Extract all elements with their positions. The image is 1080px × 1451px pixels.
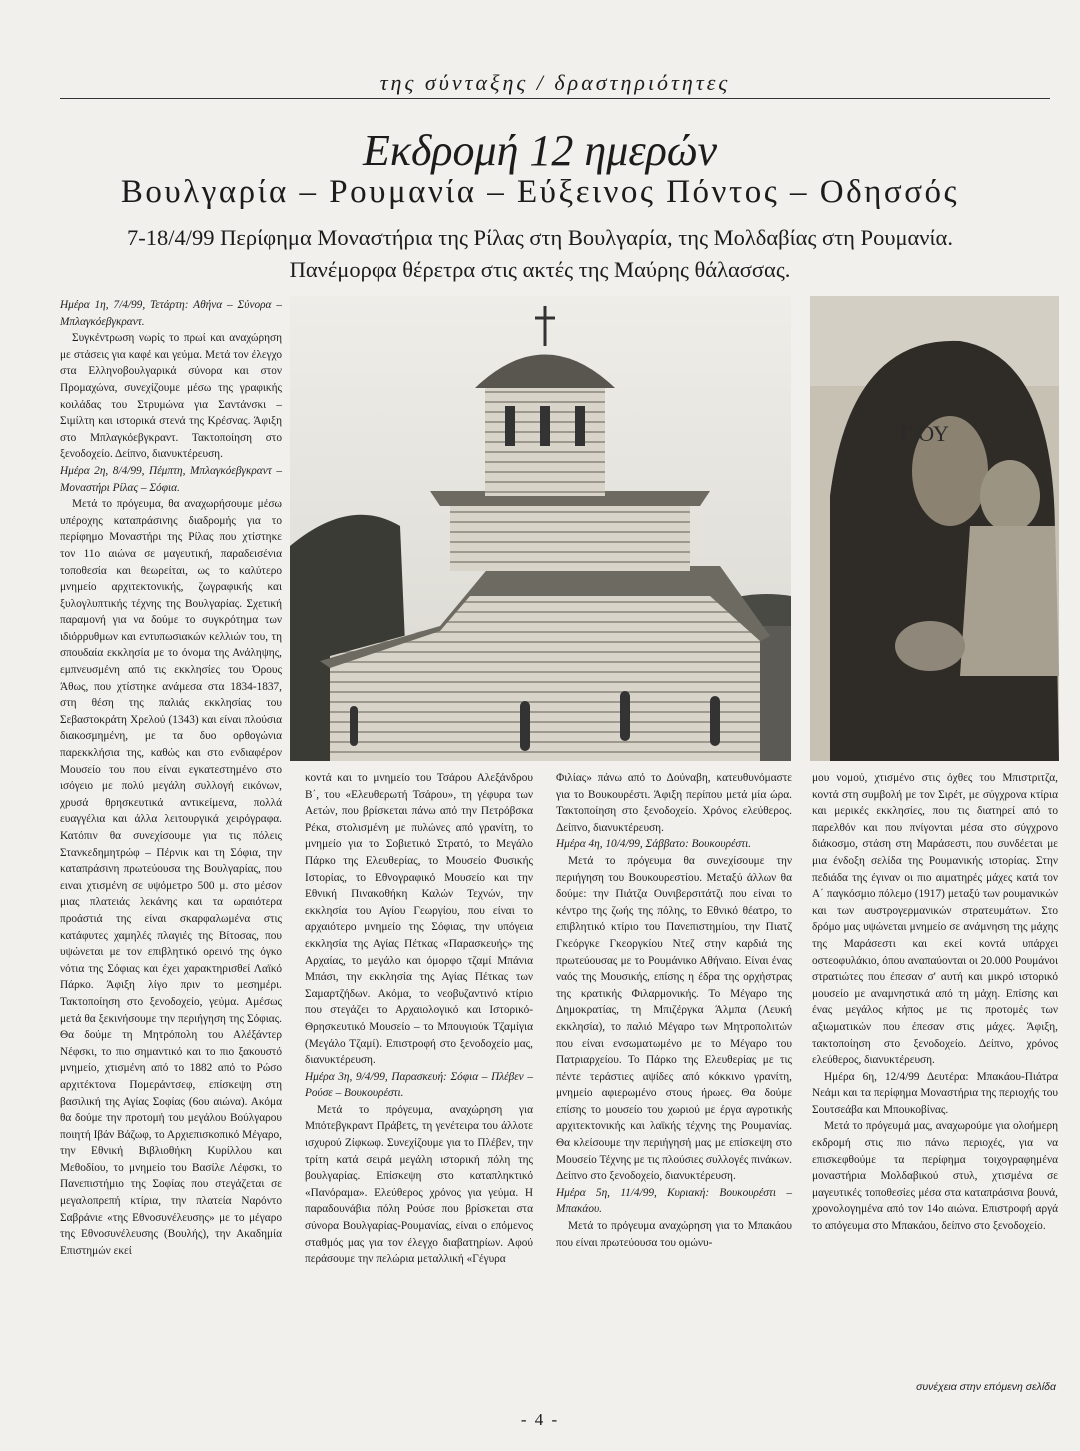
section-header: της σύνταξης / δραστηριότητες — [379, 70, 731, 95]
continued-note: συνέχεια στην επόμενη σελίδα — [916, 1381, 1056, 1393]
text-column-2 — [305, 770, 533, 1268]
text-column-4 — [812, 770, 1058, 1235]
svg-text:Γ ΟΥ: Γ ΟΥ — [900, 421, 949, 446]
paragraph: Μετά το πρόγευμα θα συνεχίσουμε την περιήγηση του Βουκουρεστίου. Μεταξύ άλλων θα δούμε: την Πιάτζα Ουνιβερσιτάτζι που είναι το κέντρο της ζωής της πόλης, το Εθνικό θέατρο, το επιβλητικό κτίριο του Πανεπιστημίου, την Πιατζ Γκεόργκε Γκεοργκίου Ντεζ στην καρδιά της πρωτεύουσας με το Ρουμάνικο Αθήναιο. Είναι ένας ναός της Μουσικής, επίσης η έδρα της ορχήστρας της κρατικής Φιλαρμονικής. Το Μέγαρο της Δημοκρατίας, τη Μπιζέργκα Άλμπα (Λευκή εκκλησία), το παλιό Μέγαρο των Μητροπολιτών που είναι ενσωματωμένο με το Μέγαρο του Πατριαρχείου. Το Πάρκο της Ελευθερίας με τις πέντε τεράστιες αψίδες από κόκκινο γρανίτη, μνημείο αφιερωμένο στους ήρωες. Θα δούμε επίσης το μουσείο του χωριού με έργα αγροτικής αρχιτεκτονικής και λαϊκής τέχνης της Ρουμανίας. Θα κλείσουμε την περιήγησή μας με επίσκεψη στο Μουσείο Τέχνης με τις πλούσιες συλλογές πινάκων. Δείπνο στο ξενοδοχείο, διανυκτέρευση. — [556, 854, 792, 1183]
church-photo — [290, 296, 791, 761]
day-heading: Ημέρα 3η, 9/4/99, Παρασκευή: Σόφια – Πλέβεν – Ρούσε – Βουκουρέστι. — [305, 1070, 533, 1100]
paragraph: μου νομού, χτισμένο στις όχθες του Μπιστριτζα, κοντά στη συμβολή με τον Σιρέτ, με σύγχρονα κτίρια και μερικές εκκλησίες, που τις διατηρεί από το παρελθόν και που πνίγονται μέσα στο σύγχρονο διάκοσμο, στάση στη Μαράσεστι, που συνδέεται με μια ένδοξη σελίδα της Ρουμανικής ιστορίας. Στην πεδιάδα της έγιναν οι πιο αιματηρές μάχες κατά τον Α΄ παγκόσμιο πόλεμο (1917) μεταξύ των ρουμανικών και των αυστρογερμανικών στρατευμάτων. Στο δρόμο μας υψώνεται μνημείο σε ανάμνηση της μάχης της Μαράσεστι και εκεί κοντά υπάρχει οστεοφυλάκιο, όπου αναπαύονται οι 20.000 Ρουμάνοι στρατιώτες που έπεσαν σ' αυτή και μικρό ιστορικό μουσείο με αναμνηστικά από τη μάχη. Επίσης και ένας μεγάλος κήπος με τις προτομές των αξιωματικών που έπεσαν στις μάχες. Άφιξη, τακτοποίηση στο ξενοδοχείο. Δείπνο, χρόνος ελεύθερος, διανυκτέρευση. — [812, 772, 1058, 1067]
day-heading: Ημέρα 6η, 12/4/99 Δευτέρα: Μπακάου-Πιάτρα Νεάμι και τα περίφημα Μοναστήρια της περιοχής του Σουτσεάβα και Μπουκοβίνας. — [812, 1070, 1058, 1116]
paragraph: Μετά το πρόγευμά μας, αναχωρούμε για ολοήμερη εκδρομή στις πιο πάνω περιοχές, για να επισκεφθούμε τα περίφημα τοιχογραφημένα μοναστήρια Μολδαβικού στυλ, χτισμένα σε μαγευτικές τοποθεσίες μέσα στα καταπράσινα βουνά, χρονολογημένα από τον 14ο αιώνα. Επιστροφή αργά το απόγευμα στο Μπακάου, δείπνο στο ξενοδοχείο. — [812, 1120, 1058, 1233]
page-number: - 4 - — [520, 1410, 560, 1429]
icon-illustration — [810, 296, 1059, 761]
paragraph: Φιλίας» πάνω από το Δούναβη, κατευθυνόμαστε για το Βουκουρέστι. Άφιξη περίπου μετά μία ώρα. Τακτοποίηση στο ξενοδοχείο. Χρόνος ελεύθερος. Δείπνο, διανυκτέρευση. — [556, 772, 792, 834]
paragraph: Μετά το πρόγευμα, θα αναχωρήσουμε μέσω υπέροχης καταπράσινης διαδρομής για το περίφημο Μοναστήρι της Ρίλας που χτίστηκε τον 11ο αιώνα σε μαγευτική, παραδεισένια τοποθεσία και θεωρείται, ως το καλύτερο μνημείο αρχιτεκτονικής, ζωγραφικής και ξυλογλυπτικής τέχνης της Βουλγαρίας. Σχετική παραμονή για να δούμε το συγκρότημα των ιδιόρρυθμων και εντυπωσιακών κελλιών του, τη σπουδαία εκκλησία με το όνομα της Ανάληψης, εμπνευσμένη από τις εκκλησίες του Όρους Άθως, που χτίστηκε ανάμεσα στα 1834-1837, στη θέση της παλιάς εκκλησίας του Σεβαστοκράτη Χρελού (1343) και είναι πλούσια διακοσμημένη, με τα δυο ορθογώνια παρεκκλήσια της, καθώς και στο ενδιαφέρον Μουσείο του που είναι εγκατεστημένο στο ισόγειο με πολύ μεγάλη συλλογή εικόνων, χρυσά θρησκευτικά αντικείμενα, πολλά ευαγγέλια και άλλα λειτουργικά χειρόγραφα. Κατόπιν θα συνεχίσουμε για τις πόλεις Στανκεδημητρώφ – Πέρνικ και τη Σόφια, την καταπράσινη πρωτεύουσα της Βουλγαρίας, που ειναι χτισμένη σε υψόμετρο 500 μ. στο μέσον μιας πλατειάς λεκάνης και τα ωραιότερα προάστιά της είναι σκαρφαλωμένα στις κατάφυτες χαμηλές πλαγιές της Βίτοσας, που υψώνεται με τον επιβλητικό ορεινό της όγκο νότια της Σόφιας και έχει χαρακτηρισθεί Λαϊκό Πάρκο. Άφιξη λίγο πριν το μεσημέρι. Τακτοποίηση στο ξενοδοχείο, γεύμα. Αμέσως μετά θα ξεκινήσουμε την περιήγηση της Σόφιας. Θα δούμε τη Μητρόπολη του Αλέξάντερ Νέφσκι, το πιο σημαντικό και το πιο ξακουστό μνημείο, χτισμένη από το 1882 από το Ρώσο αρχιτέκτονα Πομεράντσεφ, επίσκεψη στη βασιλική της Αγίας Σοφίας (6ου αιώνα). Ακόμα θα δούμε την προτομή του μεγάλου Βούλγαρου ποιητή Ιβάν Βάζωφ, το Αρχιεπισκοπικό Μέγαρο, την Εθνική Βιβλιοθήκη Κυρίλλου και Μεθοδίου, το μνημείο του Βασίλε Λέφσκι, το Πανεπιστήμιο της Σοφίας που στεγάζεται σε μεγαλοπρεπή κτίρια, την πλατεία Ναρόντο Σαβράνιε «της Εθνοσυνέλευσης» με το μέγαρο της Εθνοσυνέλευσης (Βουλής), την Ακαδημία Επιστημών εκεί — [60, 498, 282, 1257]
article-subtitle: Βουλγαρία – Ρουμανία – Εύξεινος Πόντος – Οδησσός — [120, 174, 960, 210]
icon-painting — [810, 296, 1059, 761]
church-illustration — [290, 296, 791, 761]
day-heading: Ημέρα 1η, 7/4/99, Τετάρτη: Αθήνα – Σύνορα – Μπλαγκόεβγκραντ. — [60, 299, 282, 328]
intro-line-2: Πανέμορφα θέρετρα στις ακτές της Μαύρης θάλασσας. — [289, 257, 791, 282]
paragraph: Μετά το πρόγευμα αναχώρηση για το Μπακάου που είναι πρωτεύουσα του ομώνυ- — [556, 1220, 792, 1249]
article-title: Εκδρομή 12 ημερών — [362, 126, 718, 175]
day-heading: Ημέρα 4η, 10/4/99, Σάββατο: Βουκουρέστι. — [556, 838, 752, 851]
header-rule — [60, 98, 1050, 99]
text-column-1 — [60, 297, 282, 1259]
intro-line-1: 7-18/4/99 Περίφημα Μοναστήρια της Ρίλας στη Βουλγαρία, της Μολδαβίας στη Ρουμανία. — [127, 225, 953, 250]
day-heading: Ημέρα 5η, 11/4/99, Κυριακή: Βουκουρέστι – Μπακάου. — [556, 1186, 792, 1216]
paragraph: κοντά και το μνημείο του Τσάρου Αλεξάνδρου Β΄, του «Ελευθερωτή Τσάρου», τη γέφυρα των Αετών, που βρίσκεται πάνω από την Πετρόβσκα Ρέκα, στολισμένη με πυλώνες από γρανίτη, το μνημείο για το Σοβιετικό Στρατό, το Μεγάλο Πάρκο της Ελευθερίας, το Μουσείο Φυσικής Ιστορίας, το Εθνογραφικό Μουσείο και την Εθνική Πινακοθήκη Καλών Τεχνών, την εκκλησία του Αγίου Γεωργίου, που είναι το αρχαιότερο μνημείο της Σόφιας, την υπόγεια εκκλησία της Αγίας Πέτκας «Παρασκευής» της Αρχαίας, το μεγάλο και όμορφο τζαμί Μπάνια Μπάσι, την εκκλησία της Αγίας Πέτκας των Σαμαρτζήδων. Ακόμα, το νεοβυζαντινό κτίριο που στεγάζει το Αρχαιολογικό και Ιστορικό-Θρησκευτικό Μουσείο – το Μπουγιούκ Τζαμίγια (Μεγάλο Τζαμί). Επιστροφή στο ξενοδοχείο μας, διανυκτέρευση. — [305, 772, 533, 1067]
day-heading: Ημέρα 2η, 8/4/99, Πέμπτη, Μπλαγκόεβγκραντ – Μοναστήρι Ρίλας – Σόφια. — [60, 464, 282, 494]
paragraph: Μετά το πρόγευμα, αναχώρηση για Μπότεβγκραντ Πράβετς, τη γενέτειρα του άλλοτε ισχυρού Ζίφκωφ. Συνεχίζουμε για το Πλέβεν, την τρίτη κατά σειρά μεγάλη ιστορική πόλη της βουλγαρίας. Επίσκεψη στο καταπληκτικό «Πανόραμα». Ελεύθερος χρόνος για γεύμα. Η παραδουνάβια πόλη Ρούσε που βρίσκεται στα σύνορα Βουλγαρίας-Ρουμανίας, είναι ο επόμενος σταθμός μας για τον έλεγχο διαβατηρίων. Αφού περάσουμε την πελώρια μεταλλική «Γέγυρα — [305, 1103, 533, 1266]
text-column-3 — [556, 770, 792, 1251]
paragraph: Συγκέντρωση νωρίς το πρωί και αναχώρηση με στάσεις για καφέ και γεύμα. Μετά τον έλεγχο στα Ελληνοβουλγαρικά σύνορα και στον Προμαχώνα, συνεχίζουμε μέσω της γραφικής κοιλάδας του Στρυμώνα για Σαντάνσκι – Σιμίλτη και ιστορικά στενά της Κρέσνας. Άφιξη στο Μπλαγκόεβγκραντ. Τακτοποίηση στο ξενοδοχείο. Δείπνο, διανυκτέρευση. — [60, 332, 282, 461]
